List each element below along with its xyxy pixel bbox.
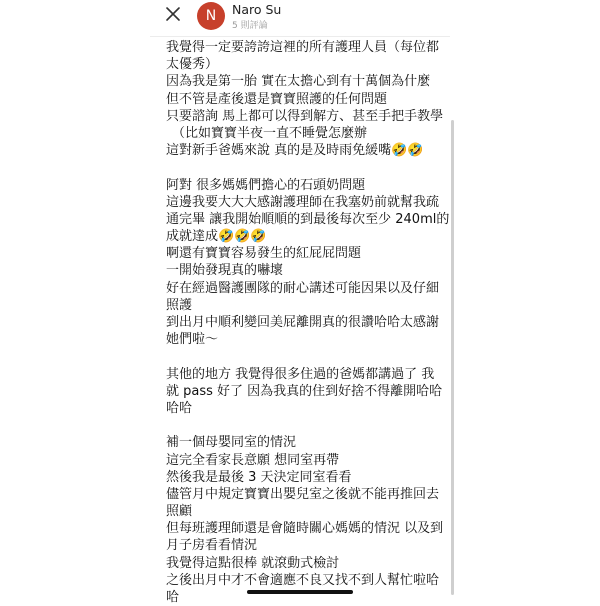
- scrollbar[interactable]: [451, 120, 454, 595]
- post-text-line: 月子房看看情況: [166, 538, 258, 554]
- blank-line: [166, 159, 448, 176]
- top-bar: [0, 0, 600, 36]
- comment-count: 5 則評論: [232, 21, 268, 31]
- post-text-line: 太優秀）: [166, 57, 219, 73]
- close-icon[interactable]: [162, 3, 184, 25]
- post-text-line: 但每班護理師還是會隨時關心媽媽的情況 以及到: [166, 521, 444, 537]
- blank-line: [166, 417, 448, 434]
- home-indicator: [247, 590, 353, 594]
- post-text-line: 之後出月中才不會適應不良又找不到人幫忙啦哈: [166, 572, 440, 588]
- post-text-line: 成就達成🤣🤣🤣: [166, 229, 267, 245]
- post-text-line: 照護: [166, 297, 193, 313]
- post-text-line: 這對新手爸媽來說 真的是及時雨免緩嘴🤣🤣: [166, 143, 424, 159]
- post-text-line: 到出月中順利變回美屁離開真的很讚哈哈太感謝: [166, 315, 440, 330]
- user-name[interactable]: Naro Su: [232, 2, 282, 17]
- post-text-line: 哈哈: [166, 400, 193, 416]
- post-text-line: 其他的地方 我覺得很多住過的爸媽都講過了 我: [166, 366, 435, 382]
- post-text-line: 我覺得一定要誇誇這裡的所有護理人員（每位都: [166, 40, 440, 55]
- post-text-line: 通完畢 讓我開始順順的到最後每次至少 240ml的: [166, 211, 450, 227]
- post-text-line: 這邊我要大大大感謝護理師在我塞奶前就幫我疏: [166, 194, 440, 210]
- post-text-line: 哈: [166, 590, 180, 605]
- post-text-line: 阿對 很多媽媽們擔心的石頭奶問題: [166, 177, 366, 193]
- post-text-line: 就 pass 好了 因為我真的住到好捨不得離開哈哈: [166, 383, 443, 399]
- header-divider: [150, 36, 450, 37]
- post-text-line: 只要諮詢 馬上都可以得到解方、甚至手把手教學: [166, 108, 444, 124]
- post-text-line: 補一個母嬰同室的情況: [166, 435, 297, 451]
- post-text-line: 我覺得這點很棒 就滾動式檢討: [166, 555, 340, 571]
- post-text-line: 啊還有寶寶容易發生的紅屁屁問題: [166, 246, 362, 262]
- post-text-line: （比如寶寶半夜一直不睡覺怎麼辦: [172, 125, 368, 141]
- post-body: [166, 39, 448, 606]
- post-text-line: 這完全看家長意願 想同室再帶: [166, 452, 340, 468]
- blank-line: [166, 348, 448, 365]
- post-text-line: 但不管是產後還是寶寶照護的任何問題: [166, 91, 388, 107]
- post-text-line: 然後我是最後 3 天決定同室看看: [166, 469, 352, 485]
- post-text-line: 儘管月中規定寶寶出嬰兒室之後就不能再推回去: [166, 486, 440, 502]
- post-text-line: 她們啦～: [166, 332, 219, 348]
- avatar[interactable]: N: [197, 2, 225, 30]
- post-text-line: 好在經過醫護團隊的耐心講述可能因果以及仔細: [166, 280, 440, 296]
- post-text-line: 一開始發現真的嚇壞: [166, 263, 284, 279]
- post-text-line: 因為我是第一胎 實在太擔心到有十萬個為什麼: [166, 74, 431, 90]
- post-text-line: 照顧: [166, 504, 193, 520]
